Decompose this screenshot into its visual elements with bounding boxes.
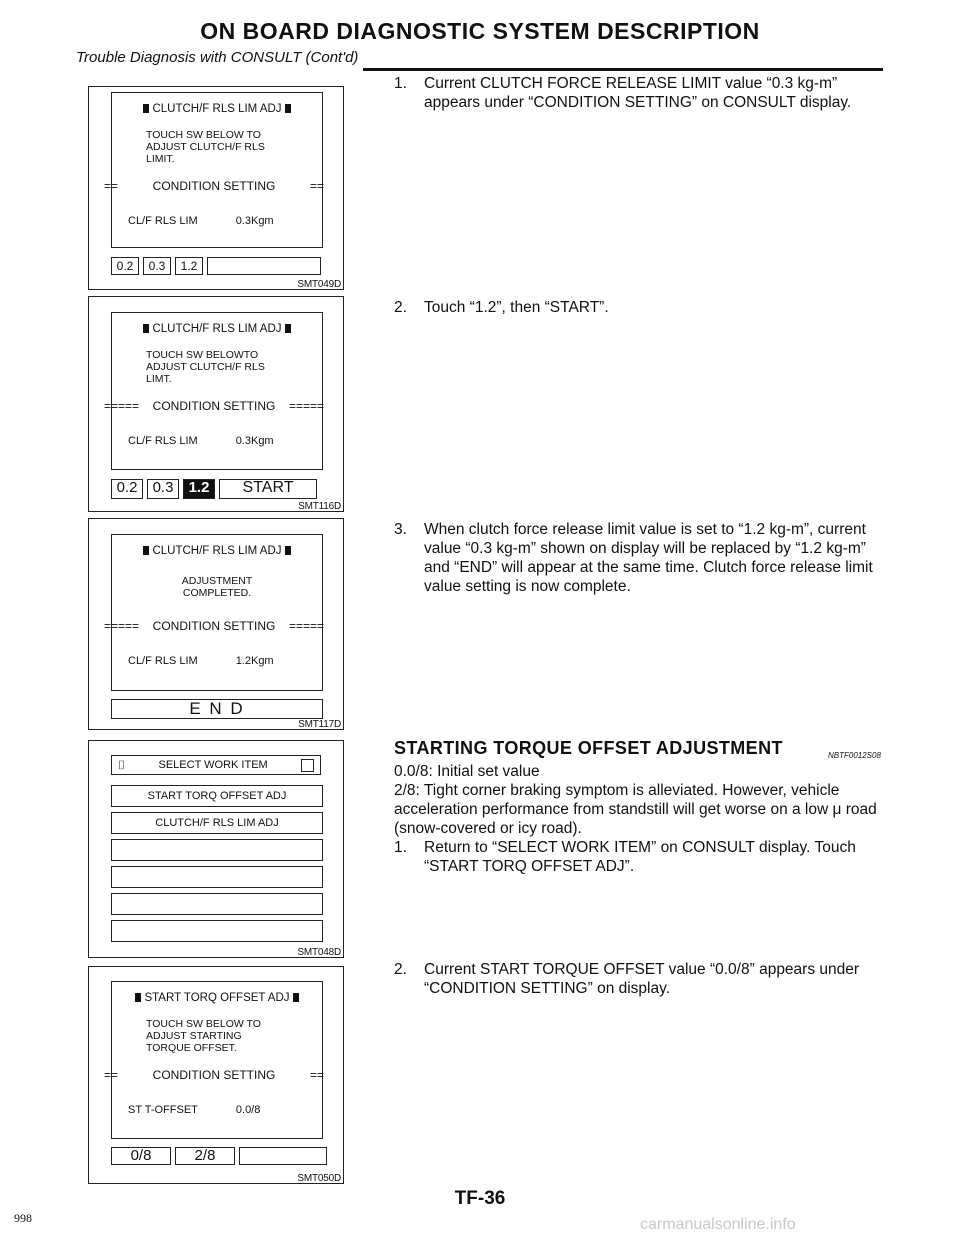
screen-header-label: CLUTCH/F RLS LIM ADJ (152, 545, 282, 557)
step-2: 2. Touch “1.2”, then “START”. (394, 299, 609, 316)
step-4: 1. Return to “SELECT WORK ITEM” on CONSULT display. Touch “START TORQ OFFSET ADJ”. (394, 839, 856, 875)
condition-setting-label: CONDITION SETTING (152, 399, 276, 413)
consult-display (104, 92, 324, 248)
figure-code: SMT050D (297, 1173, 341, 1184)
marker-icon (143, 546, 149, 555)
menu-item-start-torq-offset-adj[interactable]: START TORQ OFFSET ADJ (111, 785, 323, 807)
screen-message: TOUCH SW BELOW TO ADJUST STARTING TORQUE OFFSET. (146, 1018, 261, 1054)
value-row (128, 1104, 322, 1116)
menu-item-empty[interactable] (111, 839, 323, 861)
select-work-item-header (111, 755, 321, 775)
consult-logo-icon: ⌷ (118, 758, 126, 772)
menu-item-clutch-f-rls-lim-adj[interactable]: CLUTCH/F RLS LIM ADJ (111, 812, 323, 834)
marker-icon (285, 324, 291, 333)
screen-header (112, 103, 322, 115)
param-value: 0.3Kgm (235, 435, 274, 447)
condition-setting-label: CONDITION SETTING (152, 619, 276, 633)
condition-setting-row: ===== CONDITION SETTING ===== (104, 399, 324, 413)
marker-icon (293, 993, 299, 1002)
btn-0-2[interactable]: 0.2 (111, 257, 139, 275)
figure-code: SMT048D (297, 947, 341, 958)
step-1: 1. Current CLUTCH FORCE RELEASE LIMIT value “0.3 kg-m” appears under “CONDITION SETTING” on CONSULT display. (394, 75, 852, 111)
btn-1-2-selected[interactable]: 1.2 (183, 479, 215, 499)
screen-message: TOUCH SW BELOWTO ADJUST CLUTCH/F RLS LIMT. (146, 349, 265, 385)
screen-header-label: START TORQ OFFSET ADJ (144, 992, 290, 1004)
page-subtitle: Trouble Diagnosis with CONSULT (Cont'd) (76, 49, 359, 66)
btn-0-8[interactable]: 0/8 (111, 1147, 171, 1165)
value-row (128, 215, 322, 227)
condition-setting-row: == CONDITION SETTING == (104, 179, 324, 193)
figure-code: SMT116D (298, 501, 341, 512)
screen-header (112, 323, 322, 335)
param-value: 0.0/8 (235, 1104, 261, 1116)
btn-2-8[interactable]: 2/8 (175, 1147, 235, 1165)
watermark: carmanualsonline.info (640, 1216, 796, 1233)
consult-display (104, 981, 324, 1139)
param-value: 1.2Kgm (235, 655, 274, 667)
value-row (128, 435, 322, 447)
header-rule (363, 68, 883, 71)
page-number: 998 (14, 1211, 32, 1225)
page-code: TF-36 (454, 1188, 506, 1209)
step-5: 2. Current START TORQUE OFFSET value “0.0/8” appears under “CONDITION SETTING” on display. (394, 961, 860, 997)
intro-line-2: 2/8: Tight corner braking symptom is alleviated. However, vehicle acceleration performance from standstill will get worse on a low μ road (snow-covered or icy road). (394, 782, 877, 837)
marker-icon (143, 324, 149, 333)
marker-icon (143, 104, 149, 113)
consult-screen-panel-4 (88, 740, 344, 958)
button-row (111, 257, 321, 275)
menu-item-empty[interactable] (111, 893, 323, 915)
consult-display (104, 312, 324, 470)
condition-setting-row: == CONDITION SETTING == (104, 1068, 324, 1082)
marker-icon (135, 993, 141, 1002)
condition-setting-label: CONDITION SETTING (152, 1068, 276, 1082)
intro-line-1: 0.0/8: Initial set value (394, 763, 540, 780)
value-row (128, 655, 322, 667)
checkbox-icon (301, 759, 314, 772)
section-id: NBTF0012S08 (828, 751, 881, 760)
button-row (111, 1147, 327, 1165)
param-value: 0.3Kgm (235, 215, 274, 227)
consult-screen-panel-3 (88, 518, 344, 730)
figure-code: SMT049D (297, 279, 341, 290)
param-label: CL/F RLS LIM (128, 435, 198, 447)
btn-0-3[interactable]: 0.3 (147, 479, 179, 499)
consult-screen-panel-1 (88, 86, 344, 290)
screen-header (112, 545, 322, 557)
btn-1-2[interactable]: 1.2 (175, 257, 203, 275)
screen-header (112, 992, 322, 1004)
btn-0-2[interactable]: 0.2 (111, 479, 143, 499)
consult-screen-panel-2 (88, 296, 344, 512)
condition-setting-label: CONDITION SETTING (152, 179, 276, 193)
step-3: 3. When clutch force release limit value is set to “1.2 kg-m”, current value “0.3 kg-m” shown on display will be replaced by “1.2 kg-m” and “END” will appear at the same time. Clutch force release limit value setting is now complete. (394, 521, 873, 595)
consult-screen-panel-5 (88, 966, 344, 1184)
marker-icon (285, 104, 291, 113)
consult-display (104, 534, 324, 691)
marker-icon (285, 546, 291, 555)
screen-header-label: CLUTCH/F RLS LIM ADJ (152, 103, 282, 115)
menu-item-empty[interactable] (111, 866, 323, 888)
section-heading: STARTING TORQUE OFFSET ADJUSTMENT (394, 738, 783, 758)
screen-message: TOUCH SW BELOW TO ADJUST CLUTCH/F RLS LIMIT. (146, 129, 265, 165)
screen-message: ADJUSTMENT COMPLETED. (181, 575, 253, 599)
param-label: ST T-OFFSET (128, 1104, 198, 1116)
btn-blank[interactable] (207, 257, 321, 275)
start-button[interactable]: START (219, 479, 317, 499)
screen-header-label: SELECT WORK ITEM (158, 759, 268, 771)
figure-code: SMT117D (298, 719, 341, 730)
end-button[interactable]: E N D (111, 699, 323, 719)
button-row (111, 479, 317, 499)
param-label: CL/F RLS LIM (128, 215, 198, 227)
btn-blank[interactable] (239, 1147, 327, 1165)
param-label: CL/F RLS LIM (128, 655, 198, 667)
condition-setting-row: ===== CONDITION SETTING ===== (104, 619, 324, 633)
menu-item-empty[interactable] (111, 920, 323, 942)
screen-header-label: CLUTCH/F RLS LIM ADJ (152, 323, 282, 335)
page-title: ON BOARD DIAGNOSTIC SYSTEM DESCRIPTION (200, 18, 760, 44)
btn-0-3[interactable]: 0.3 (143, 257, 171, 275)
